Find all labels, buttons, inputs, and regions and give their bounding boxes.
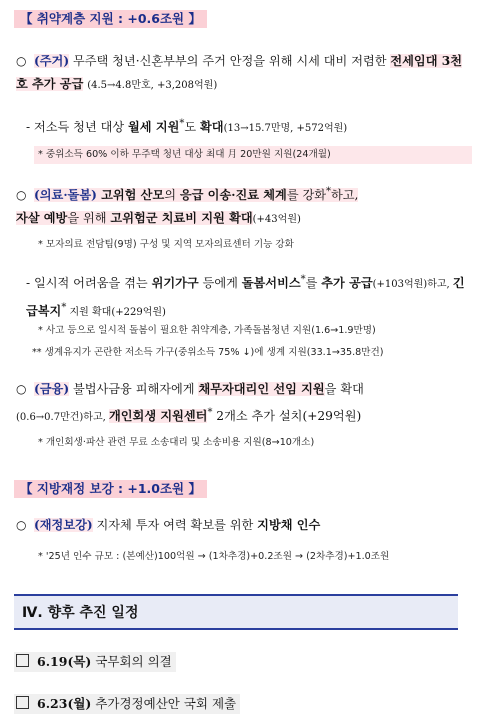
medical-sub-text-2: 를	[305, 276, 322, 291]
housing-paragraph	[16, 50, 464, 97]
medical-text-5: (+43억원)	[252, 214, 301, 226]
housing-sub-mid: 도	[184, 120, 201, 135]
housing-sub-bold-1: 월세 지원	[128, 120, 180, 135]
medical-sub-text-4: 지원 확대(+229억원)	[66, 307, 166, 319]
bullet-circle: ○	[16, 188, 27, 203]
local-tag: (재정보강)	[34, 518, 93, 532]
medical-note-1: * 모자의료 전담팀(9명) 구성 및 지역 모자의료센터 기능 강화	[38, 239, 294, 250]
medical-sub-bold-4: 긴급복지	[26, 276, 465, 319]
medical-bold-2: 응급 이송·진료 체계	[179, 188, 287, 203]
local-bold-1: 지방채 인수	[257, 518, 321, 532]
medical-note-3: ** 생계유지가 곤란한 저소득 가구(중위소득 75% ↓)에 생계 지원(33.1→35.8만건)	[32, 347, 384, 358]
medical-tag: (의료·돌봄)	[34, 188, 97, 203]
finance-bold-1: 채무자대리인 선임 지원	[198, 382, 325, 396]
schedule-date: 6.19(목)	[37, 654, 92, 669]
bullet-circle: ○	[16, 54, 27, 68]
schedule-date: 6.23(월)	[37, 696, 92, 711]
medical-text-1: 의	[164, 188, 180, 203]
finance-note: * 개인회생·파산 관련 무료 소송대리 및 소송비용 지원(8→10개소)	[38, 437, 315, 448]
housing-tag: (주거)	[34, 54, 70, 68]
bullet-circle: ○	[16, 382, 27, 396]
medical-paragraph: ○ (의료·돌봄) 고위험 산모의 응급 이송·진료 체계를 강화*하고, 자살 예방을 위해 고위험군 치료비 지원 확대(+43억원)	[16, 186, 359, 226]
medical-bold-1: 고위험 산모	[96, 188, 165, 203]
section-title-local: 【 지방재정 보강 : +1.0조원 】	[14, 480, 207, 498]
section-4-title: Ⅳ. 향후 추진 일정	[22, 605, 139, 621]
medical-bold-3: 자살 예방	[16, 211, 68, 226]
housing-text-1: 무주택 청년·신혼부부의 주거 안정을 위해 시세 대비 저렴한	[69, 54, 391, 68]
medical-text-2: 를 강화	[286, 188, 327, 203]
housing-note: * 중위소득 60% 이하 무주택 청년 대상 최대 月 20만원 지원(24개월)	[34, 146, 472, 164]
local-text-1: 지자체 투자 여력 확보를 위한	[92, 518, 258, 532]
finance-tag: (금융)	[34, 382, 70, 396]
section-4-header	[14, 594, 458, 630]
housing-sub: - 저소득 청년 대상 월세 지원*도 확대(13→15.7만명, +572억원)	[26, 118, 348, 135]
local-paragraph	[16, 514, 464, 537]
medical-sub-bold-2: 돌봄서비스	[241, 276, 301, 291]
medical-sub-text-3: (+103억원)하고,	[372, 279, 453, 291]
schedule-text: 추가경정예산안 국회 제출	[91, 696, 237, 711]
section-title-vulnerable: 【 취약계층 지원 : +0.6조원 】	[14, 10, 207, 28]
medical-bold-4: 고위험군 치료비 지원 확대	[110, 211, 253, 226]
housing-sub-dash: - 저소득 청년 대상	[26, 120, 129, 135]
finance-text-1: 불법사금융 피해자에게	[69, 382, 199, 396]
checkbox-icon	[16, 696, 29, 709]
finance-text-4: 2개소 추가 설치(+29억원)	[212, 409, 362, 424]
medical-note-2: * 사고 등으로 일시적 돌봄이 필요한 취약계층, 가족돌봄청년 지원(1.6→1.9만명)	[38, 325, 376, 336]
housing-text-2: (4.5→4.8만호, +3,208억원)	[87, 80, 218, 91]
bullet-circle: ○	[16, 518, 27, 532]
medical-sub-text-1: 등에게	[198, 276, 242, 291]
medical-sub-bold-3: 추가 공급	[321, 276, 373, 291]
schedule-item	[14, 652, 176, 672]
housing-bold-1: 전세임대 3천호 추가 공급	[16, 54, 462, 91]
housing-sub-bold-2: 확대	[200, 120, 224, 135]
finance-bold-2: 개인회생 지원센터	[109, 409, 208, 424]
finance-text-2: 을 확대	[324, 382, 364, 396]
local-note: * '25년 인수 규모 : (본예산)100억원 → (1차추경)+0.2조원 → (2차추경)+1.0조원	[38, 551, 390, 562]
medical-sub-bold-1: 위기가구	[151, 276, 199, 291]
housing-sub-tail: (13→15.7만명, +572억원)	[223, 123, 348, 135]
schedule-item	[14, 694, 240, 714]
finance-paragraph: ○ (금융) 불법사금융 피해자에게 채무자대리인 선임 지원을 확대 (0.6→0.7만건)하고, 개인회생 지원센터* 2개소 추가 설치(+29억원)	[16, 378, 464, 429]
checkbox-icon	[16, 654, 29, 667]
medical-text-4: 을 위해	[67, 211, 111, 226]
schedule-text: 국무회의 의결	[91, 654, 172, 669]
medical-text-3: 하고,	[331, 188, 359, 203]
medical-sub-dash: - 일시적 어려움을 겪는	[26, 276, 152, 291]
medical-sub: - 일시적 어려움을 겪는 위기가구 등에게 돌봄서비스*를 추가 공급(+103억원)하고, 긴급복지* 지원 확대(+229억원)	[26, 274, 465, 319]
finance-text-3: (0.6→0.7만건)하고,	[16, 412, 109, 424]
